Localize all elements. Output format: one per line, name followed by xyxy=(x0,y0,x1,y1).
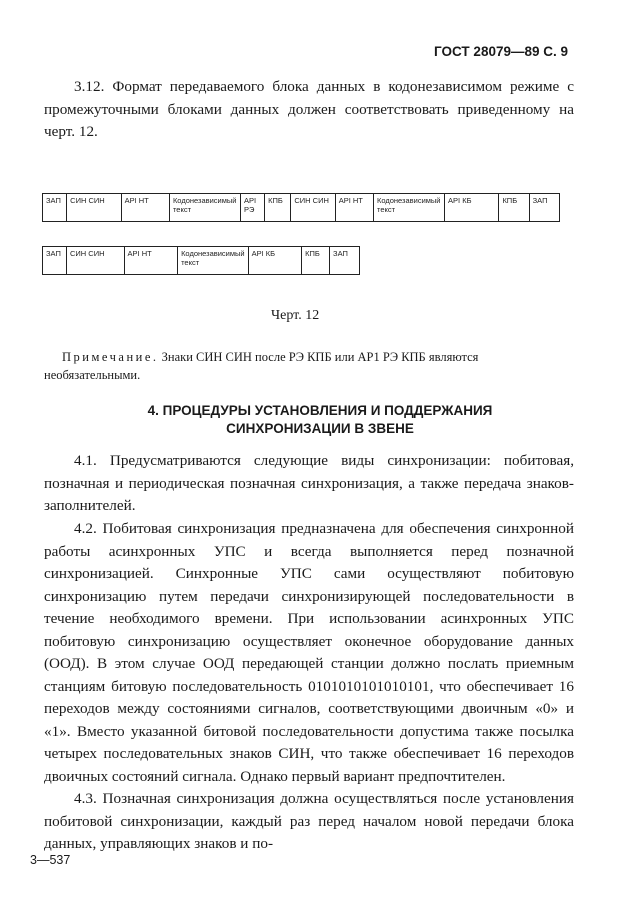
frame-cell: ЗАП xyxy=(330,247,360,275)
frame-cell: КПБ xyxy=(302,247,330,275)
frame-cell: Кодонезависимый текст xyxy=(373,194,444,222)
paragraph-3-12: 3.12. Формат передаваемого блока данных в кодонезависимом режиме с промежуточными блоками данных должен соответствовать приведенному на черт. 12. xyxy=(44,78,574,140)
page-footer: 3—537 xyxy=(30,853,71,867)
block-format-row-1 xyxy=(42,193,560,222)
frame-cell: СИН СИН xyxy=(66,247,124,275)
frame-cell: АРІ НТ xyxy=(124,247,178,275)
note-label: Примечание. xyxy=(62,350,159,364)
frame-cell: ЗАП xyxy=(43,247,67,275)
frame-cell: СИН СИН xyxy=(67,194,121,222)
paragraph-4-1: 4.1. Предусматриваются следующие виды синхронизации: побитовая, позначная и периодическая позначная синхронизация, а также передача знаков-заполнителей. xyxy=(44,452,574,514)
block-format-row-2 xyxy=(42,246,360,275)
frame-cell: ЗАП xyxy=(43,194,67,222)
frame-cell: АРІ КБ xyxy=(445,194,499,222)
section-heading-line-1: 4. ПРОЦЕДУРЫ УСТАНОВЛЕНИЯ И ПОДДЕРЖАНИЯ xyxy=(147,403,493,418)
paragraph-4-3: 4.3. Позначная синхронизация должна осуществляться после установления побитовой синхронизации, каждый раз перед началом новой передачи блока данных, управляющих знаков и по- xyxy=(44,790,574,852)
note-text: Знаки СИН СИН после РЭ КПБ или АР1 РЭ КПБ являются необязательными. xyxy=(44,350,479,382)
paragraph-4-2: 4.2. Побитовая синхронизация предназначена для обеспечения синхронной работы асинхронных УПС и всегда выполняется перед позначной синхронизацией. Синхронные УПС сами осуществляют побитовую синхронизацию путем передачи синхронизирующей последовательности в течение необходимого времени. При использовании асинхронных УПС побитовую синхронизацию осуществляет оконечное оборудование данных (ООД). В этом случае ООД передающей станции должно послать приемным станциям битовую последовательность 0101010101010101, что обеспечивает 16 переходов между состояниями сигналов, соответствующими двоичным «0» и «1». Вместо указанной битовой последовательности допустима также посылка четырех последовательных знаков СИН, что также обеспечивает 16 переходов двоичных состояний сигнала. Однако первый вариант предпочтителен. xyxy=(44,520,574,785)
frame-cell: Кодонезависимый текст xyxy=(178,247,249,275)
frame-cell: Кодонезависимый текст xyxy=(169,194,240,222)
frame-cell: АРІ НТ xyxy=(121,194,169,222)
frame-cell: КПБ xyxy=(265,194,291,222)
figure-caption: Черт. 12 xyxy=(271,308,320,323)
frame-cell: ЗАП xyxy=(529,194,559,222)
page-header: ГОСТ 28079—89 С. 9 xyxy=(434,44,568,59)
section-heading-line-2: СИНХРОНИЗАЦИИ В ЗВЕНЕ xyxy=(226,421,414,436)
frame-cell: АРІ РЭ xyxy=(241,194,265,222)
frame-cell: АРІ НТ xyxy=(335,194,373,222)
section-heading xyxy=(60,402,580,438)
frame-cell: СИН СИН xyxy=(291,194,335,222)
frame-cell: КПБ xyxy=(499,194,529,222)
note xyxy=(44,348,574,384)
frame-cell: АРІ КБ xyxy=(248,247,302,275)
